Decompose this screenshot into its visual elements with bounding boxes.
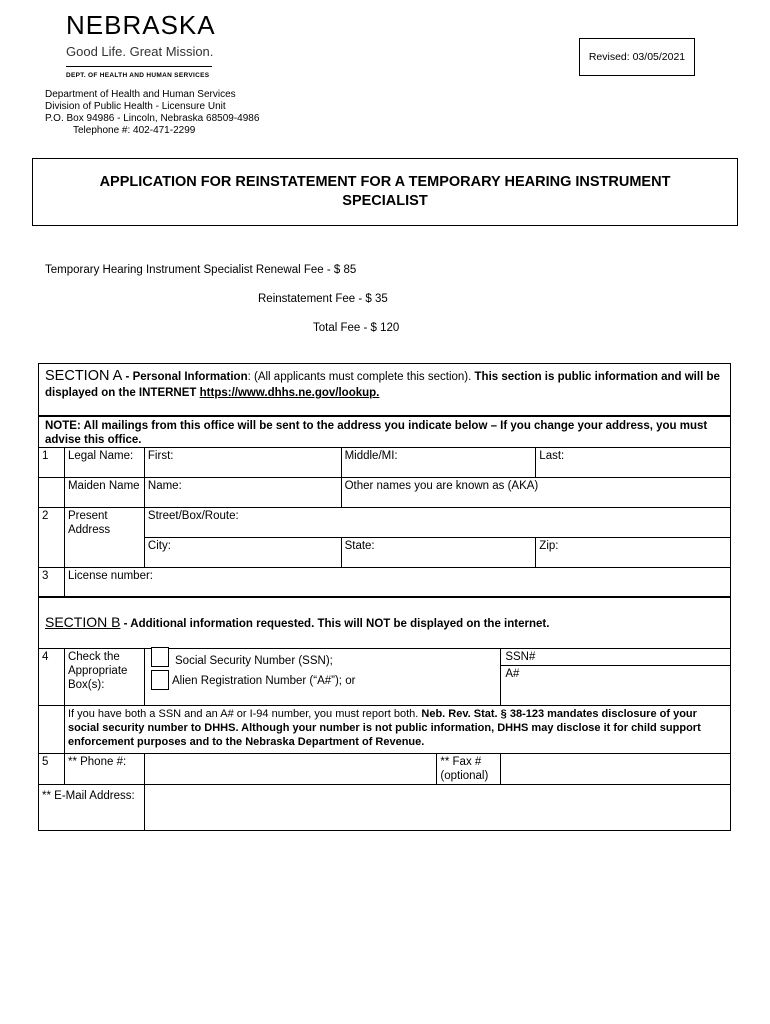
revised-date: Revised: 03/05/2021 <box>588 51 686 63</box>
mailing-note-box <box>38 416 731 448</box>
personal-info-table <box>38 447 731 597</box>
address-line-3: P.O. Box 94986 - Lincoln, Nebraska 68509-4986 <box>45 113 260 124</box>
mailing-note: NOTE: All mailings from this office will be sent to the address you indicate below – If you change your address, you must advise this office. <box>45 420 708 446</box>
section-a-heading: SECTION A <box>45 368 123 384</box>
city-field[interactable]: City: <box>144 538 341 568</box>
form-title: APPLICATION FOR REINSTATEMENT FOR A TEMPORARY HEARING INSTRUMENT SPECIALIST <box>99 174 671 209</box>
section-b-heading: SECTION B <box>45 614 121 630</box>
logo-tagline: Good Life. Great Mission. <box>66 44 214 59</box>
section-b-header <box>38 597 731 649</box>
fax-label: ** Fax # (optional) <box>437 754 501 785</box>
nebraska-logo-wordmark: NEBRASKA <box>66 10 216 40</box>
row-number: 3 <box>39 568 65 597</box>
legal-name-label: Legal Name: <box>64 448 144 478</box>
form-title-box <box>32 158 738 226</box>
phone-label: ** Phone #: <box>64 754 144 785</box>
lookup-link[interactable]: https://www.dhhs.ne.gov/lookup. <box>199 387 380 399</box>
state-field[interactable]: State: <box>341 538 536 568</box>
alien-number-field[interactable]: A# <box>505 668 520 680</box>
zip-field[interactable]: Zip: <box>536 538 731 568</box>
maiden-name-label: Maiden Name <box>64 478 144 508</box>
row-number: 1 <box>39 448 65 478</box>
email-label: ** E-Mail Address: <box>39 785 145 831</box>
additional-info-table <box>38 648 731 831</box>
last-name-field[interactable]: Last: <box>536 448 731 478</box>
middle-name-field[interactable]: Middle/MI: <box>341 448 536 478</box>
reinstatement-fee: Reinstatement Fee - $ 35 <box>258 293 388 305</box>
present-address-label: Present Address <box>64 508 144 568</box>
row-number-blank <box>39 706 65 754</box>
section-a-subheading: - Personal Information <box>122 371 248 383</box>
street-field[interactable]: Street/Box/Route: <box>144 508 730 538</box>
row-number: 4 <box>39 649 65 706</box>
alien-registration-checkbox[interactable] <box>151 670 169 690</box>
ssn-notice-text: If you have both a SSN and an A# or I-94 number, you must report both. <box>67 708 422 720</box>
check-box-label: Check the Appropriate Box(s): <box>64 649 144 706</box>
address-telephone: Telephone #: 402-471-2299 <box>73 125 196 136</box>
ssn-notice-statute: Neb. Rev. Stat. § 38-123 mandates disclosure of your social security number to DHHS. Although your number is not public information, DHHS may disclose it for child support enforcement purposes and to the Nebraska Department of Revenue. <box>67 708 701 748</box>
ssn-field[interactable]: SSN# <box>501 649 730 666</box>
address-line-2: Division of Public Health - Licensure Unit <box>45 101 226 112</box>
id-number-cell <box>501 649 731 706</box>
section-a-header <box>38 363 731 416</box>
first-name-field[interactable]: First: <box>144 448 341 478</box>
section-a-desc: : (All applicants must complete this section). <box>247 371 475 383</box>
ssn-checkbox[interactable] <box>151 647 169 667</box>
section-b-subheading: - Additional information requested. This will NOT be displayed on the internet. <box>120 618 550 630</box>
row-number-blank <box>39 478 65 508</box>
address-line-1: Department of Health and Human Services <box>45 89 236 100</box>
license-number-field[interactable]: License number: <box>64 568 730 597</box>
row-number: 5 <box>39 754 65 785</box>
alien-option-label: Alien Registration Number (“A#”); or <box>172 675 356 687</box>
email-field[interactable] <box>144 785 730 831</box>
fax-field[interactable] <box>501 754 731 785</box>
phone-field[interactable] <box>144 754 436 785</box>
logo-divider <box>66 66 212 67</box>
ssn-notice <box>64 706 730 754</box>
total-fee: Total Fee - $ 120 <box>313 322 400 334</box>
row-number: 2 <box>39 508 65 568</box>
section-a-public-note: This section is public information and will be displayed on the INTERNET <box>45 371 720 399</box>
logo-dept-name: DEPT. OF HEALTH AND HUMAN SERVICES <box>66 72 210 79</box>
aka-field[interactable]: Other names you are known as (AKA) <box>341 478 730 508</box>
ssn-option-label: Social Security Number (SSN); <box>175 655 333 667</box>
revised-date-box <box>579 38 695 76</box>
maiden-name-field[interactable]: Name: <box>144 478 341 508</box>
renewal-fee: Temporary Hearing Instrument Specialist Renewal Fee - $ 85 <box>45 264 357 276</box>
